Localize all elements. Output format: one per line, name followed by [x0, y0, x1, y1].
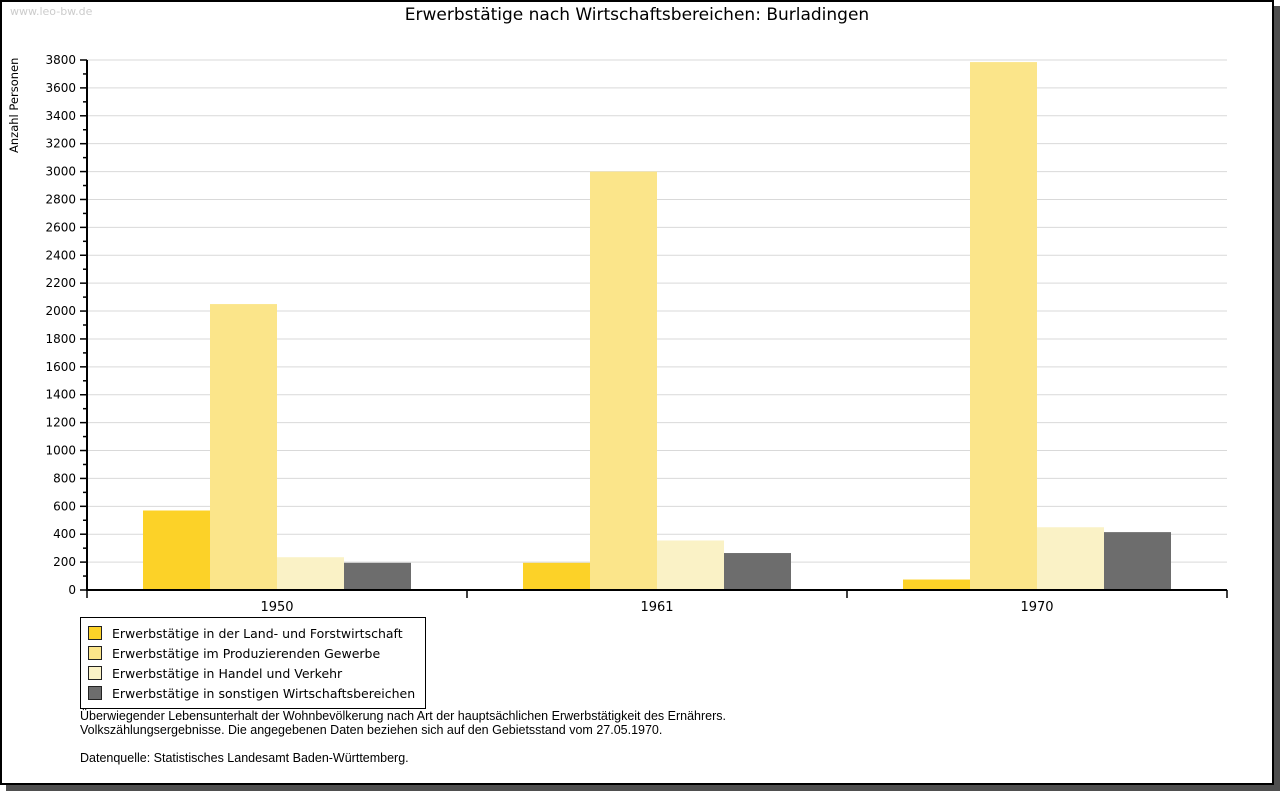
y-tick-label: 3600: [45, 80, 76, 95]
legend-label: Erwerbstätige im Produzierenden Gewerbe: [112, 645, 381, 661]
legend-label: Erwerbstätige in sonstigen Wirtschaftsbereichen: [112, 685, 416, 701]
bar-1961-series2: [590, 172, 657, 590]
y-tick-label: 800: [53, 471, 76, 486]
bar-1950-series2: [210, 304, 277, 590]
chart-canvas: [2, 40, 1280, 640]
bar-1950-series1: [143, 511, 210, 591]
y-tick-label: 2800: [45, 192, 76, 207]
legend: [80, 617, 426, 709]
y-tick-label: 1000: [45, 443, 76, 458]
y-tick-label: 0: [68, 583, 76, 597]
footnote-line-2: Volkszählungsergebnisse. Die angegebenen Daten beziehen sich auf den Gebietsstand vom 27.05.1970.: [80, 723, 663, 737]
legend-item: [88, 623, 415, 643]
y-tick-label: 3000: [45, 164, 76, 179]
bar-1970-series3: [1037, 527, 1104, 590]
y-tick-label: 1600: [45, 359, 76, 374]
legend-item: [88, 683, 415, 703]
y-tick-label: 2400: [45, 248, 76, 263]
y-tick-label: 1200: [45, 415, 76, 430]
legend-swatch: [88, 626, 102, 640]
y-tick-label: 600: [53, 499, 76, 514]
legend-item: [88, 643, 415, 663]
legend-label: Erwerbstätige in Handel und Verkehr: [112, 665, 343, 681]
legend-swatch: [88, 666, 102, 680]
y-tick-label: 1800: [45, 331, 76, 346]
y-tick-label: 400: [53, 527, 76, 542]
bar-1961-series1: [523, 563, 590, 590]
y-tick-label: 2600: [45, 220, 76, 235]
y-tick-label: 3200: [45, 136, 76, 151]
bar-1961-series4: [724, 553, 791, 590]
bar-1970-series4: [1104, 532, 1171, 590]
legend-swatch: [88, 686, 102, 700]
bar-1970-series1: [903, 580, 970, 590]
y-tick-label: 3400: [45, 108, 76, 123]
y-axis-title: Anzahl Personen: [7, 57, 21, 153]
x-tick-label: 1950: [260, 600, 294, 615]
y-tick-label: 2200: [45, 276, 76, 291]
watermark: www.leo-bw.de: [10, 5, 93, 18]
y-tick-label: 2000: [45, 304, 76, 319]
footnote-line-1: Überwiegender Lebensunterhalt der Wohnbevölkerung nach Art der hauptsächlichen Erwerbstätigkeit des Ernährers.: [80, 709, 726, 723]
y-tick-label: 200: [53, 555, 76, 570]
data-source: Datenquelle: Statistisches Landesamt Baden-Württemberg.: [80, 751, 409, 765]
chart-title: Erwerbstätige nach Wirtschaftsbereichen: Burladingen: [404, 5, 870, 25]
bar-1950-series4: [344, 563, 411, 590]
bar-1961-series3: [657, 540, 724, 590]
legend-item: [88, 663, 415, 683]
x-tick-label: 1961: [640, 600, 674, 615]
legend-label: Erwerbstätige in der Land- und Forstwirtschaft: [112, 625, 403, 641]
y-tick-label: 1400: [45, 387, 76, 402]
legend-swatch: [88, 646, 102, 660]
footnote: [80, 709, 726, 737]
y-tick-label: 3800: [45, 53, 76, 67]
bar-1970-series2: [970, 62, 1037, 590]
bar-1950-series3: [277, 557, 344, 590]
x-tick-label: 1970: [1020, 600, 1054, 615]
